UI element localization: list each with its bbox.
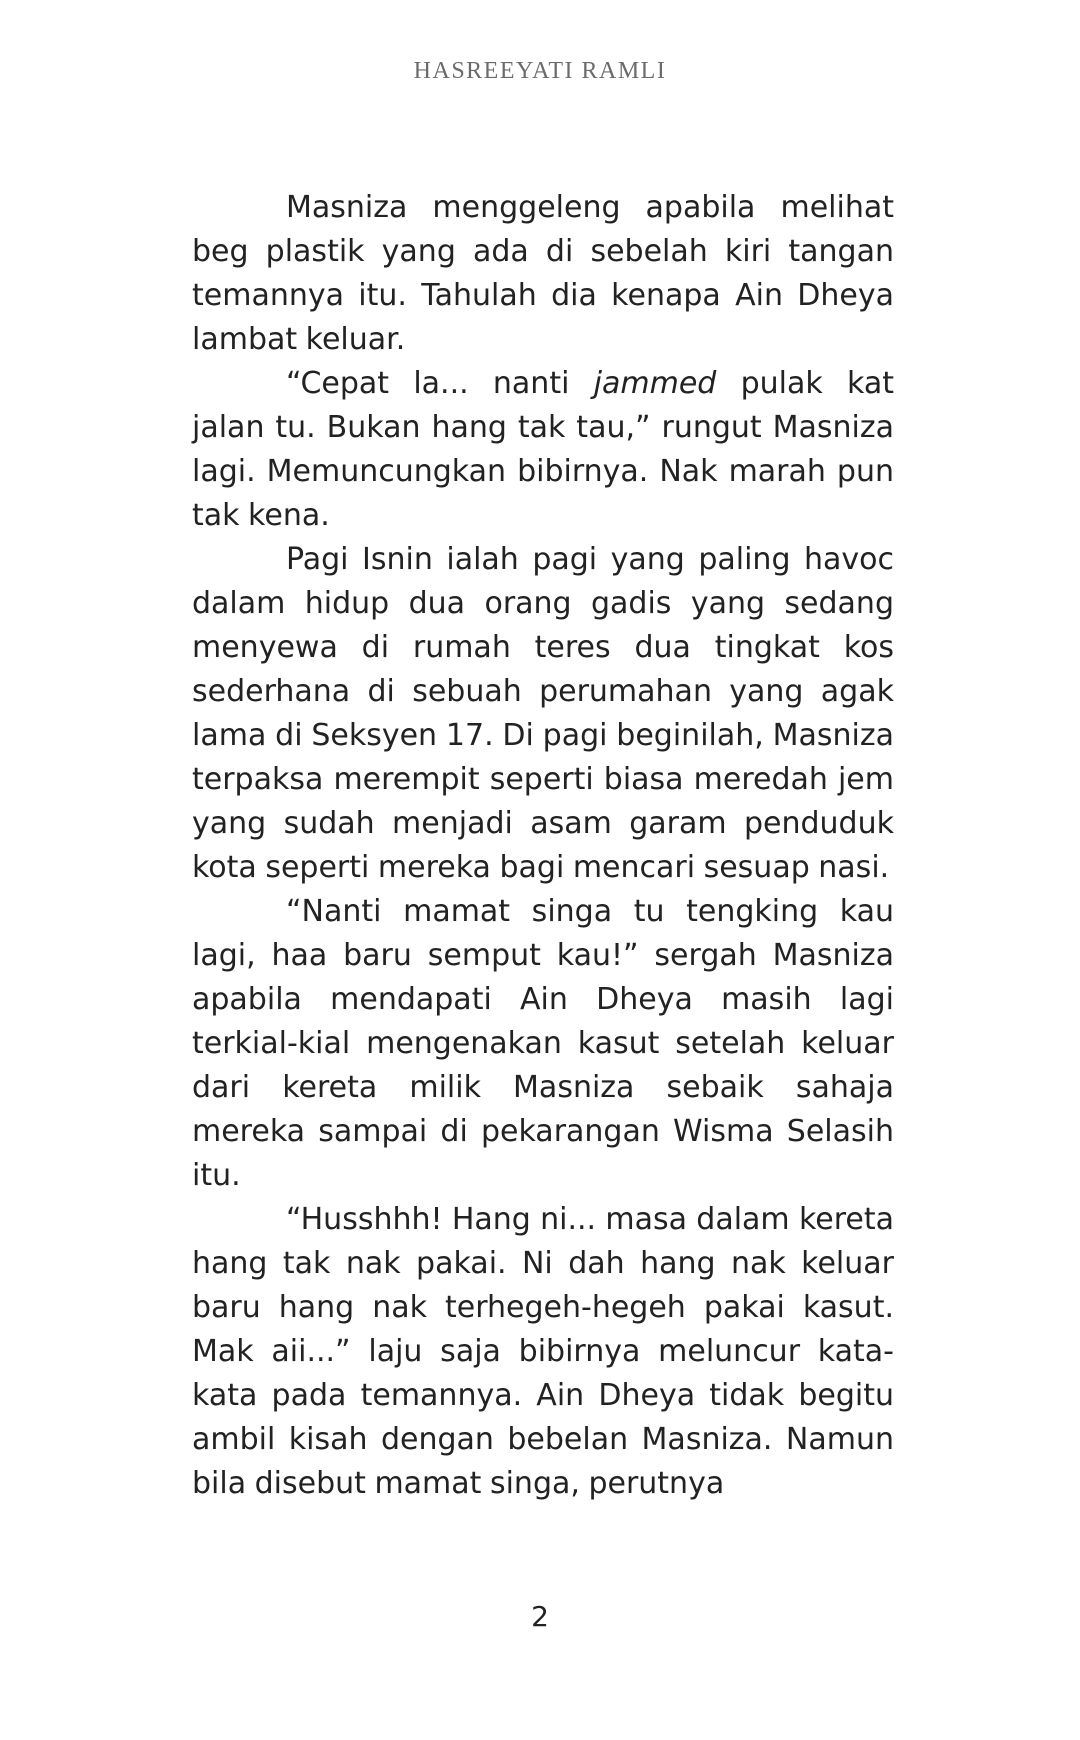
paragraph-1: Masniza menggeleng apabila melihat beg plastik yang ada di sebelah kiri tangan temannya itu. Tahulah dia kenapa Ain Dheya lambat keluar.	[192, 190, 894, 357]
paragraph-2-start: “Cepat la... nanti	[286, 366, 594, 401]
paragraph-2	[192, 362, 894, 538]
running-header-author: HASREEYATI RAMLI	[413, 58, 667, 84]
paragraph-5: “Husshhh! Hang ni... masa dalam kereta hang tak nak pakai. Ni dah hang nak keluar baru hang nak terhegeh-hegeh pakai kasut. Mak aii...” laju saja bibirnya meluncur kata-kata pada temannya. Ain Dheya tidak begitu ambil kisah dengan bebelan Masniza. Namun bila disebut mamat singa, perutnya	[192, 1202, 894, 1501]
italic-word-jammed: jammed	[593, 366, 717, 401]
paragraph-4: “Nanti mamat singa tu tengking kau lagi, haa baru semput kau!” sergah Masniza apabila mendapati Ain Dheya masih lagi terkial-kial mengenakan kasut setelah keluar dari kereta milik Masniza sebaik sahaja mereka sampai di pekarangan Wisma Selasih itu.	[192, 894, 894, 1193]
paragraph-2-end: pulak kat jalan tu. Bukan hang tak tau,” rungut Masniza lagi. Memuncungkan bibirnya. Nak marah pun tak kena.	[192, 366, 894, 533]
body-text	[192, 186, 894, 1506]
paragraph-3: Pagi Isnin ialah pagi yang paling havoc dalam hidup dua orang gadis yang sedang menyewa di rumah teres dua tingkat kos sederhana di sebuah perumahan yang agak lama di Seksyen 17. Di pagi beginilah, Masniza terpaksa merempit seperti biasa meredah jem yang sudah menjadi asam garam penduduk kota seperti mereka bagi mencari sesuap nasi.	[192, 542, 894, 885]
page-number: 2	[531, 1600, 549, 1633]
